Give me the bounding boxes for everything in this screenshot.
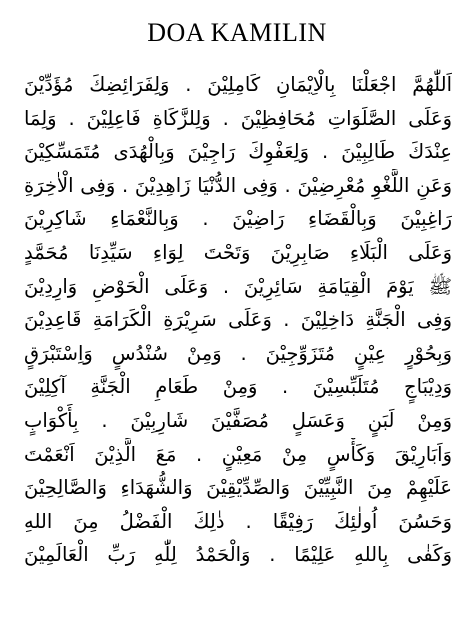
text-line: وَبِحُوْرٍ عِيْنٍ مُتَزَوِّجِيْنَ . وَمِنْ سُنْدُسٍ وَاِسْتَبْرَقٍ — [24, 341, 452, 365]
text-line: وَعَلَى الصَّلَوَاتِ مُحَافِظِيْنَ . وَلِلزَّكَاةِ فَاعِلِيْنَ . وَلِمَا — [24, 106, 452, 130]
text-line: وَعَنِ اللَّغْوِ مُعْرِضِيْنَ . وَفِى الدُّنْيَا زَاهِدِيْنَ . وَفِى الْاٰخِرَةِ — [24, 173, 452, 197]
text-line: عَلَيْهِمْ مِنَ النَّبِيِّيْنَ وَالصِّدِّيْقِيْنَ وَالشُّهَدَاءِ وَالصَّالِحِيْنَ — [24, 476, 452, 500]
arabic-text-body — [24, 68, 452, 624]
text-line: عِنْدَكَ طَالِبِيْنَ . وَلِعَفْوِكَ رَاجِيْنَ وَبِالْهُدَى مُتَمَسِّكِيْنَ — [24, 140, 452, 164]
text-line: وَكَفٰى بِاللهِ عَلِيْمًا . وَالْحَمْدُ لِلّٰهِ رَبِّ الْعَالَمِيْنَ — [24, 543, 452, 567]
text-line: وَدِيْبَاجٍ مُتَلَبِّسِيْنَ . وَمِنْ طَعَامِ الْجَنَّةِ آكِلِيْنَ — [24, 375, 452, 399]
text-line: وَحَسُنَ اُولٰئِكَ رَفِيْقًا . ذٰلِكَ الْفَضْلُ مِنَ اللهِ — [24, 509, 452, 533]
text-line: وَمِنْ لَبَنٍ وَعَسَلٍ مُصَفَّيْنَ شَارِبِيْنَ . بِأَكْوَابٍ — [24, 408, 452, 432]
document-title: DOA KAMILIN — [147, 18, 327, 47]
text-line: ﷺ يَوْمَ الْقِيَامَةِ سَائِرِيْنَ . وَعَلَى الْحَوْضِ وَارِدِيْنَ — [24, 274, 452, 298]
text-line: رَاغِبِيْنَ وَبِالْقَضَاءِ رَاضِيْنَ . وَبِالنَّعْمَاءِ شَاكِرِيْنَ — [24, 207, 452, 231]
text-line: وَاَبَارِيْقَ وَكَأْسٍ مِنْ مَعِيْنٍ . مَعَ الَّذِيْنَ اَنْعَمْتَ — [24, 442, 452, 466]
text-line: وَعَلَى الْبَلَاءِ صَابِرِيْنَ وَتَحْتَ لِوَاءِ سَيِّدِنَا مُحَمَّدٍ — [24, 240, 452, 264]
text-line: اَللّٰهُمَّ اجْعَلْنَا بِالْاِيْمَانِ كَامِلِيْنَ . وَلِفَرَائِضِكَ مُؤَدِّيْنَ — [24, 73, 452, 96]
text-line: وَفِى الْجَنَّةِ دَاخِلِيْنَ . وَعَلَى سَرِيْرَةِ الْكَرَامَةِ قَاعِدِيْنَ — [24, 308, 452, 332]
